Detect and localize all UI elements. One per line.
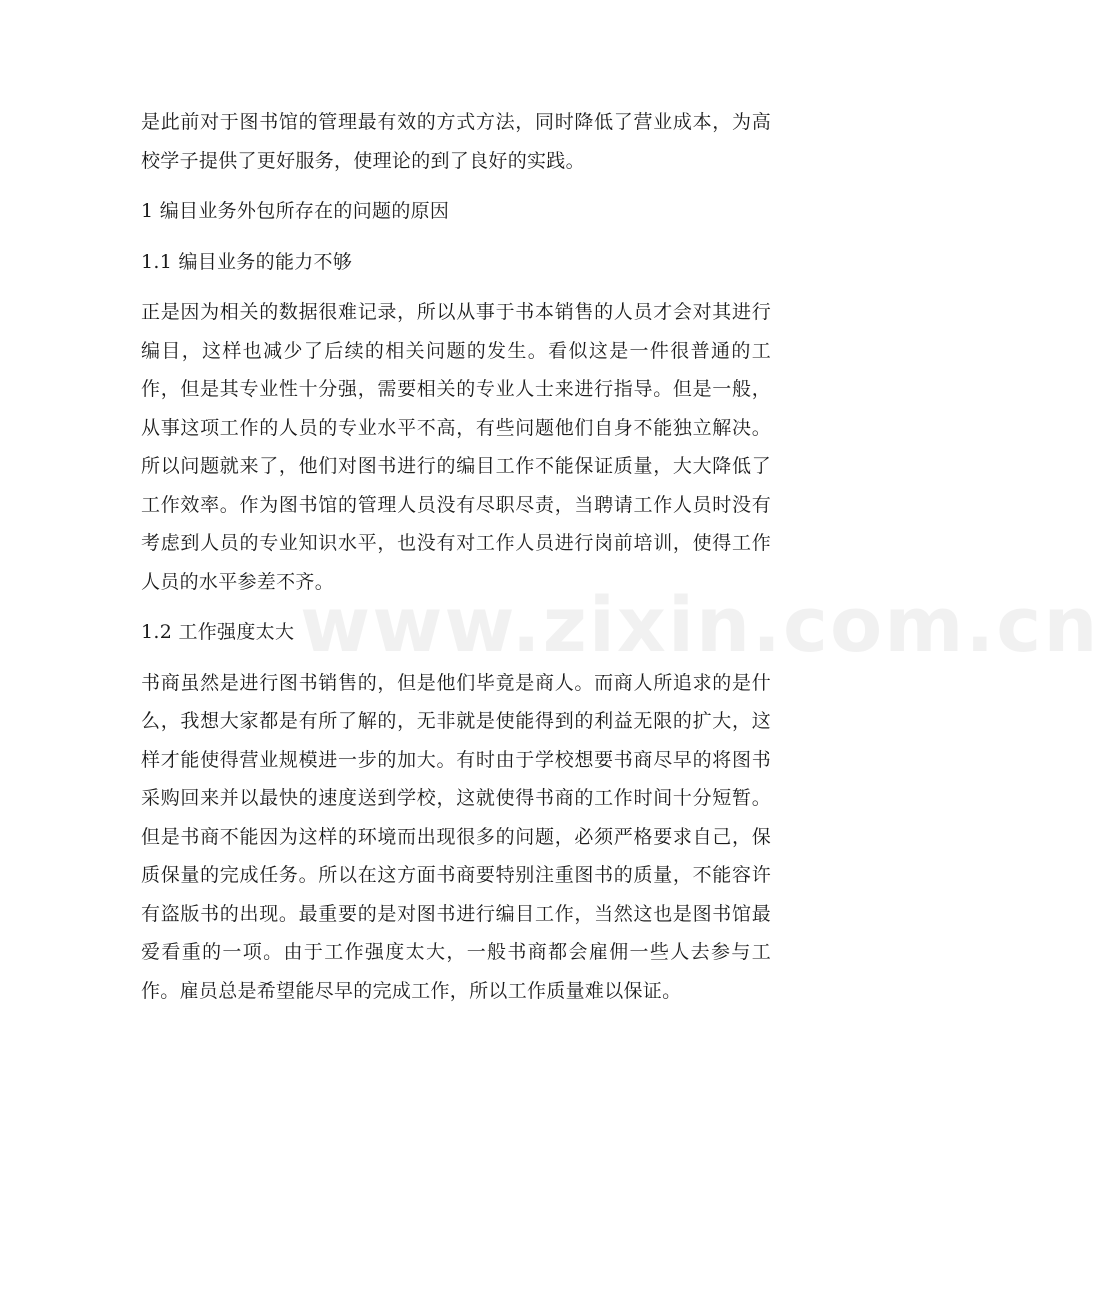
watermark: www.zixin.com.cn	[300, 580, 1099, 669]
paragraph-1-1: 正是因为相关的数据很难记录，所以从事于书本销售的人员才会对其进行编目，这样也减少了后续的相关问题的发生。看似这是一件很普通的工作，但是其专业性十分强，需要相关的专业人士来进行指导。但是一般，从事这项工作的人员的专业水平不高，有些问题他们自身不能独立解决。所以问题就来了，他们对图书进行的编目工作不能保证质量，大大降低了工作效率。作为图书馆的管理人员没有尽职尽责，当聘请工作人员时没有考虑到人员的专业知识水平，也没有对工作人员进行岗前培训，使得工作人员的水平参差不齐。	[141, 301, 771, 593]
subsection-heading-1-1: 1.1 编目业务的能力不够	[141, 250, 353, 273]
paragraph-1-2: 书商虽然是进行图书销售的，但是他们毕竟是商人。而商人所追求的是什么，我想大家都是有所了解的，无非就是使能得到的利益无限的扩大，这样才能使得营业规模进一步的加大。有时由于学校想要书商尽早的将图书采购回来并以最快的速度送到学校，这就使得书商的工作时间十分短暂。但是书商不能因为这样的环境而出现很多的问题，必须严格要求自己，保质保量的完成任务。所以在这方面书商要特别注重图书的质量，不能容许有盗版书的出现。最重要的是对图书进行编目工作，当然这也是图书馆最爱看重的一项。由于工作强度太大，一般书商都会雇佣一些人去参与工作。雇员总是希望能尽早的完成工作，所以工作质量难以保证。	[141, 671, 771, 1002]
section-heading-1: 1 编目业务外包所存在的问题的原因	[141, 200, 450, 222]
subsection-heading-1-2: 1.2 工作强度太大	[141, 621, 295, 643]
paragraph-intro: 是此前对于图书馆的管理最有效的方式方法，同时降低了营业成本，为高校学子提供了更好服务，使理论的到了良好的实践。	[141, 111, 771, 172]
document-body	[141, 103, 771, 1010]
